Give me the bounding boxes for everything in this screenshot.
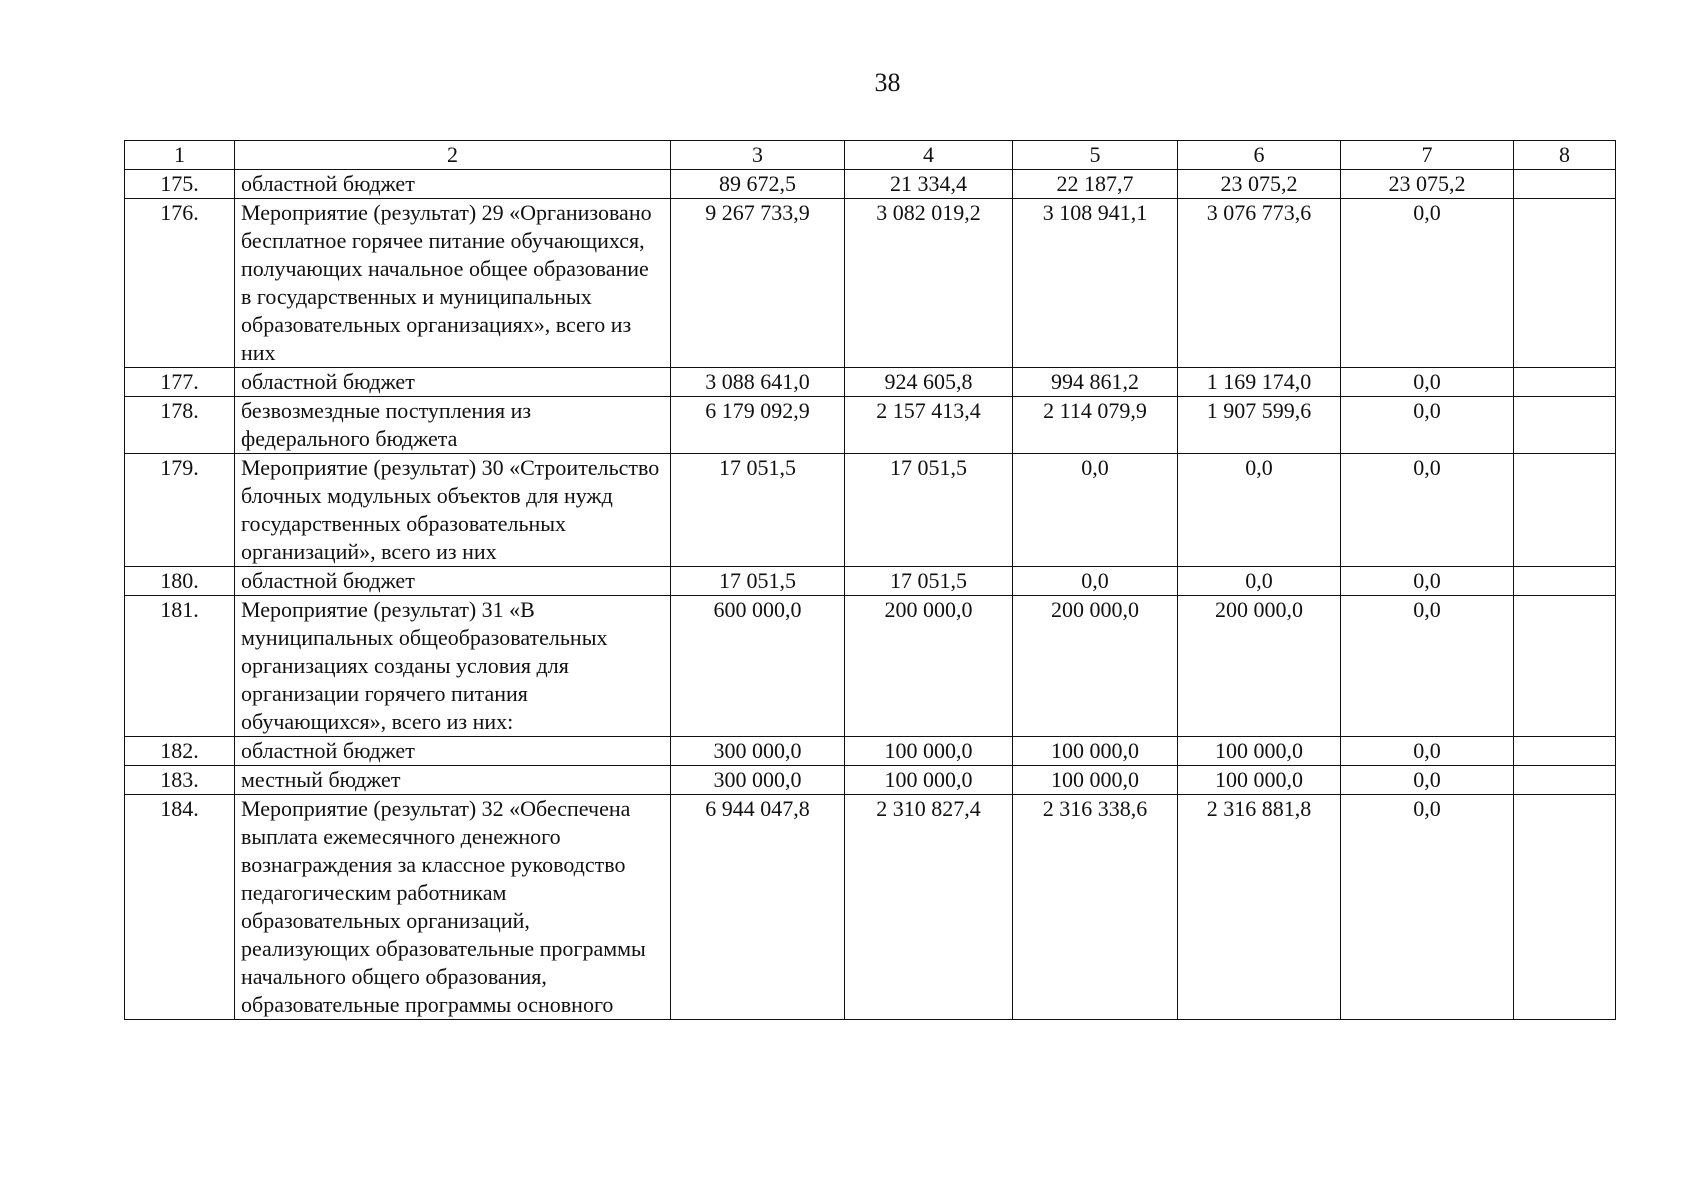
value-cell: 0,0 (1341, 596, 1514, 737)
header-cell: 7 (1341, 141, 1514, 170)
header-cell: 3 (671, 141, 845, 170)
header-cell: 8 (1514, 141, 1616, 170)
value-cell: 1 907 599,6 (1178, 397, 1341, 454)
row-description: безвозмездные поступления из федерального бюджета (235, 397, 671, 454)
row-description: областной бюджет (235, 567, 671, 596)
value-cell (1514, 170, 1616, 199)
value-cell: 6 179 092,9 (671, 397, 845, 454)
value-cell: 89 672,5 (671, 170, 845, 199)
value-cell: 994 861,2 (1013, 368, 1178, 397)
value-cell: 3 076 773,6 (1178, 199, 1341, 368)
value-cell: 6 944 047,8 (671, 795, 845, 1020)
header-row (125, 141, 1616, 170)
value-cell: 100 000,0 (845, 766, 1013, 795)
table-row (125, 397, 1616, 454)
table-row (125, 567, 1616, 596)
value-cell (1514, 199, 1616, 368)
value-cell: 0,0 (1341, 795, 1514, 1020)
value-cell (1514, 795, 1616, 1020)
value-cell: 200 000,0 (1013, 596, 1178, 737)
value-cell: 17 051,5 (671, 454, 845, 567)
value-cell (1514, 737, 1616, 766)
value-cell (1514, 567, 1616, 596)
value-cell: 100 000,0 (845, 737, 1013, 766)
value-cell: 3 082 019,2 (845, 199, 1013, 368)
value-cell: 0,0 (1178, 454, 1341, 567)
row-number: 181. (125, 596, 235, 737)
value-cell: 23 075,2 (1341, 170, 1514, 199)
row-number: 176. (125, 199, 235, 368)
value-cell: 0,0 (1013, 454, 1178, 567)
value-cell: 0,0 (1341, 737, 1514, 766)
table-row (125, 596, 1616, 737)
row-number: 179. (125, 454, 235, 567)
value-cell: 3 108 941,1 (1013, 199, 1178, 368)
value-cell (1514, 368, 1616, 397)
value-cell: 21 334,4 (845, 170, 1013, 199)
value-cell: 200 000,0 (845, 596, 1013, 737)
row-number: 178. (125, 397, 235, 454)
header-cell: 4 (845, 141, 1013, 170)
value-cell: 23 075,2 (1178, 170, 1341, 199)
row-number: 180. (125, 567, 235, 596)
row-description: Мероприятие (результат) 31 «В муниципальных общеобразовательных организациях созданы условия для организации горячего питания обучающихся», всего из них: (235, 596, 671, 737)
value-cell (1514, 766, 1616, 795)
row-number: 184. (125, 795, 235, 1020)
value-cell: 2 310 827,4 (845, 795, 1013, 1020)
row-description: областной бюджет (235, 737, 671, 766)
row-description: местный бюджет (235, 766, 671, 795)
table-row (125, 170, 1616, 199)
value-cell: 300 000,0 (671, 766, 845, 795)
value-cell: 2 157 413,4 (845, 397, 1013, 454)
value-cell: 17 051,5 (845, 454, 1013, 567)
value-cell: 0,0 (1341, 766, 1514, 795)
row-description: областной бюджет (235, 368, 671, 397)
value-cell: 200 000,0 (1178, 596, 1341, 737)
table-row (125, 737, 1616, 766)
header-cell: 2 (235, 141, 671, 170)
value-cell: 22 187,7 (1013, 170, 1178, 199)
value-cell: 0,0 (1341, 567, 1514, 596)
value-cell (1514, 596, 1616, 737)
table-row (125, 454, 1616, 567)
value-cell: 100 000,0 (1013, 766, 1178, 795)
value-cell: 1 169 174,0 (1178, 368, 1341, 397)
budget-table (124, 140, 1616, 1020)
value-cell: 100 000,0 (1013, 737, 1178, 766)
header-cell: 6 (1178, 141, 1341, 170)
value-cell: 0,0 (1341, 454, 1514, 567)
value-cell: 3 088 641,0 (671, 368, 845, 397)
row-number: 182. (125, 737, 235, 766)
page-number: 38 (874, 68, 901, 97)
value-cell (1514, 397, 1616, 454)
value-cell: 0,0 (1341, 368, 1514, 397)
table-row (125, 766, 1616, 795)
value-cell: 0,0 (1341, 397, 1514, 454)
value-cell: 9 267 733,9 (671, 199, 845, 368)
row-description: Мероприятие (результат) 30 «Строительство блочных модульных объектов для нужд государственных образовательных организаций», всего из них (235, 454, 671, 567)
value-cell: 17 051,5 (845, 567, 1013, 596)
row-description: Мероприятие (результат) 32 «Обеспечена выплата ежемесячного денежного вознаграждения за классное руководство педагогическим работникам образовательных организаций, реализующих образовательные программы начального общего образования, образовательные программы основного (235, 795, 671, 1020)
value-cell: 924 605,8 (845, 368, 1013, 397)
value-cell: 100 000,0 (1178, 766, 1341, 795)
value-cell: 600 000,0 (671, 596, 845, 737)
value-cell: 2 114 079,9 (1013, 397, 1178, 454)
value-cell: 0,0 (1013, 567, 1178, 596)
value-cell: 0,0 (1341, 199, 1514, 368)
row-description: областной бюджет (235, 170, 671, 199)
header-cell: 5 (1013, 141, 1178, 170)
table-row (125, 795, 1616, 1020)
row-number: 183. (125, 766, 235, 795)
row-number: 177. (125, 368, 235, 397)
table-row (125, 199, 1616, 368)
value-cell: 2 316 338,6 (1013, 795, 1178, 1020)
row-description: Мероприятие (результат) 29 «Организовано бесплатное горячее питание обучающихся, получающих начальное общее образование в государственных и муниципальных образовательных организациях», всего из них (235, 199, 671, 368)
table-row (125, 368, 1616, 397)
row-number: 175. (125, 170, 235, 199)
value-cell: 100 000,0 (1178, 737, 1341, 766)
header-cell: 1 (125, 141, 235, 170)
value-cell: 2 316 881,8 (1178, 795, 1341, 1020)
value-cell: 17 051,5 (671, 567, 845, 596)
value-cell: 0,0 (1178, 567, 1341, 596)
value-cell: 300 000,0 (671, 737, 845, 766)
value-cell (1514, 454, 1616, 567)
